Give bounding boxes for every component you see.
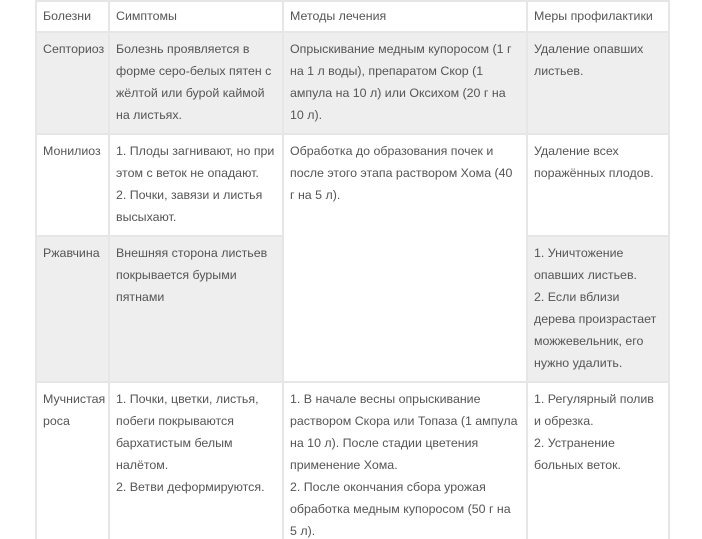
treatment-text: Обработка до образования почек и после этого этапа раствором Хома (40 г на 5 л). [290, 144, 513, 202]
treatment-text: 2. После окончания сбора урожая обработка медным купоросом (50 г на 5 л). [290, 480, 511, 538]
cell-disease: Монилиоз [36, 134, 109, 236]
disease-table [35, 0, 670, 539]
header-treatment: Методы лечения [283, 1, 527, 32]
symptom-text: Болезнь проявляется в форме серо-белых пятен с жёлтой или бурой каймой на листьях. [116, 42, 272, 122]
header-symptoms: Симптомы [109, 1, 283, 32]
table-row [36, 32, 669, 134]
cell-disease: Ржавчина [36, 236, 109, 382]
symptom-text: 2. Почки, завязи и листья высыхают. [116, 188, 263, 224]
prevention-text: Удаление всех поражённых плодов. [534, 144, 654, 180]
prevention-text: 1. Регулярный полив и обрезка. [534, 392, 654, 428]
treatment-text: 1. В начале весны опрыскивание раствором Скора или Топаза (1 ампула на 10 л). После стадии цветения применение Хома. [290, 392, 518, 472]
symptom-text: 1. Плоды загнивают, но при этом с веток не опадают. [116, 144, 275, 180]
cell-prevention [527, 382, 669, 539]
cell-treatment [283, 134, 527, 382]
cell-symptoms [109, 382, 283, 539]
prevention-text: 1. Уничтожение опавших листьев. [534, 246, 637, 282]
cell-prevention [527, 134, 669, 236]
table-header-row [36, 1, 669, 32]
cell-disease: Септориоз [36, 32, 109, 134]
symptom-text: 2. Ветви деформируются. [116, 480, 265, 494]
treatment-text: Опрыскивание медным купоросом (1 г на 1 л воды), препаратом Скор (1 ампула на 10 л) или Оксихом (20 г на 10 л). [290, 42, 512, 122]
cell-symptoms [109, 32, 283, 134]
cell-prevention [527, 236, 669, 382]
prevention-text: 2. Если вблизи дерева произрастает можжевельник, его нужно удалить. [534, 290, 657, 370]
cell-prevention [527, 32, 669, 134]
cell-treatment [283, 382, 527, 539]
cell-symptoms [109, 134, 283, 236]
cell-symptoms [109, 236, 283, 382]
header-prevention: Меры профилактики [527, 1, 669, 32]
table-row [36, 134, 669, 236]
symptom-text: Внешняя сторона листьев покрывается бурыми пятнами [116, 246, 268, 304]
prevention-text: 2. Устранение больных веток. [534, 436, 621, 472]
cell-disease: Мучнистая роса [36, 382, 109, 539]
cell-treatment [283, 32, 527, 134]
header-disease: Болезни [36, 1, 109, 32]
symptom-text: 1. Почки, цветки, листья, побеги покрываются бархатистым белым налётом. [116, 392, 259, 472]
prevention-text: Удаление опавших листьев. [534, 42, 644, 78]
table-row [36, 382, 669, 539]
